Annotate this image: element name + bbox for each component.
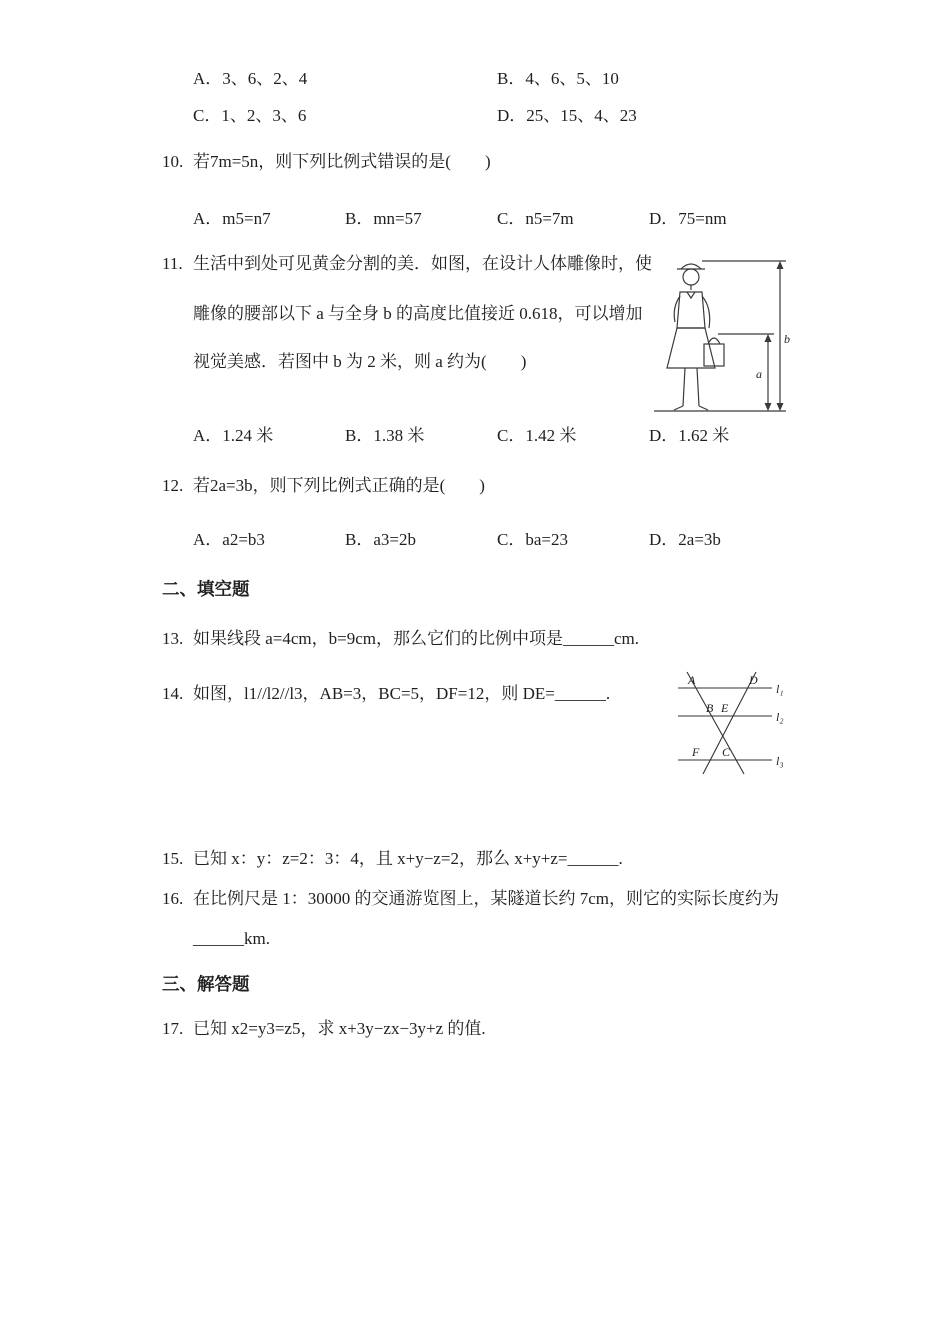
q11-text-line-1: 生活中到处可见黄金分割的美．如图，在设计人体雕像时，使 [193, 254, 652, 273]
dimension-arrowheads [765, 261, 784, 411]
q9-option-c: C．1、2、3、6 [193, 106, 307, 125]
q14-figure-parallel-lines [676, 666, 794, 780]
statue-drawing [654, 261, 786, 411]
q16-number: 16. [162, 889, 184, 908]
q14-stem [162, 681, 610, 707]
q12-text: 若2a=3b，则下列比例式正确的是( ) [193, 476, 485, 495]
q14-text: 如图，l1//l2//l3，AB=3，BC=5，DF=12，则 DE=______. [193, 684, 611, 703]
q16-text-line-1: 在比例尺是 1：30000 的交通游览图上，某隧道长约 7cm，则它的实际长度约为 [193, 889, 780, 908]
q12-option-d: D．2a=3b [649, 530, 721, 549]
q9-options-row-2 [193, 103, 801, 129]
q11-option-d: D．1.62 米 [649, 426, 730, 445]
q11-text-line-2: 雕像的腰部以下 a 与全身 b 的高度比值接近 0.618，可以增加 [193, 304, 643, 323]
section-heading-fill-blank: 二、填空题 [162, 579, 250, 599]
q10-option-b: B．mn=57 [345, 209, 422, 228]
statue-label-a: a [756, 367, 762, 381]
q10-option-a: A．m5=n7 [193, 209, 271, 228]
q11-number: 11. [162, 254, 183, 273]
q15-text: 已知 x：y：z=2：3：4，且 x+y−z=2，那么 x+y+z=______. [193, 849, 623, 868]
q9-option-a: A．3、6、2、4 [193, 69, 308, 88]
statue-label-b: b [784, 332, 790, 346]
q9-options-row-1 [193, 66, 801, 92]
q13-text: 如果线段 a=4cm，b=9cm，那么它们的比例中项是______cm. [193, 629, 640, 648]
q17-stem [162, 1016, 486, 1042]
q16-text-line-2: ______km. [193, 929, 270, 948]
q10-option-c: C．n5=7m [497, 209, 574, 228]
point-label-f: F [692, 745, 700, 759]
q16-stem-line-2 [193, 926, 270, 952]
q10-number: 10. [162, 152, 184, 171]
label-l3: l₃ [776, 754, 784, 768]
q10-text: 若7m=5n，则下列比例式错误的是( ) [193, 152, 491, 171]
q12-option-a: A．a2=b3 [193, 530, 265, 549]
q17-text: 已知 x2=y3=z5，求 x+3y−zx−3y+z 的值. [193, 1019, 486, 1038]
q17-number: 17. [162, 1019, 184, 1038]
q13-stem [162, 626, 639, 652]
q12-option-c: C．ba=23 [497, 530, 568, 549]
label-l1: l₁ [776, 682, 784, 696]
point-label-e: E [721, 701, 729, 715]
q10-option-d: D．75=nm [649, 209, 727, 228]
q15-number: 15. [162, 849, 184, 868]
q9-option-b: B．4、6、5、10 [497, 69, 619, 88]
q11-text-line-3: 视觉美感．若图中 b 为 2 米，则 a 约为( ) [193, 352, 527, 371]
q11-option-b: B．1.38 米 [345, 426, 425, 445]
point-label-a: A [688, 673, 696, 687]
q11-options-row [193, 423, 801, 449]
q11-stem-line-1 [162, 251, 652, 277]
q12-option-b: B．a3=2b [345, 530, 416, 549]
point-label-d: D [749, 673, 758, 687]
point-label-b: B [706, 701, 714, 715]
label-l2: l₂ [776, 710, 784, 724]
q12-options-row [193, 527, 801, 553]
q12-stem [162, 473, 485, 499]
q11-figure-statue [646, 256, 794, 418]
point-label-c: C [722, 745, 731, 759]
q12-number: 12. [162, 476, 184, 495]
q11-stem-line-3 [193, 349, 526, 375]
q15-stem [162, 846, 623, 872]
q10-stem [162, 149, 491, 175]
q9-option-d: D．25、15、4、23 [497, 106, 637, 125]
q11-option-a: A．1.24 米 [193, 426, 274, 445]
q14-number: 14. [162, 684, 184, 703]
q16-stem-line-1 [162, 886, 779, 912]
q13-number: 13. [162, 629, 184, 648]
q11-option-c: C．1.42 米 [497, 426, 577, 445]
q11-stem-line-2 [193, 301, 643, 327]
q10-options-row [193, 206, 801, 232]
section-heading-answer: 三、解答题 [162, 974, 250, 994]
